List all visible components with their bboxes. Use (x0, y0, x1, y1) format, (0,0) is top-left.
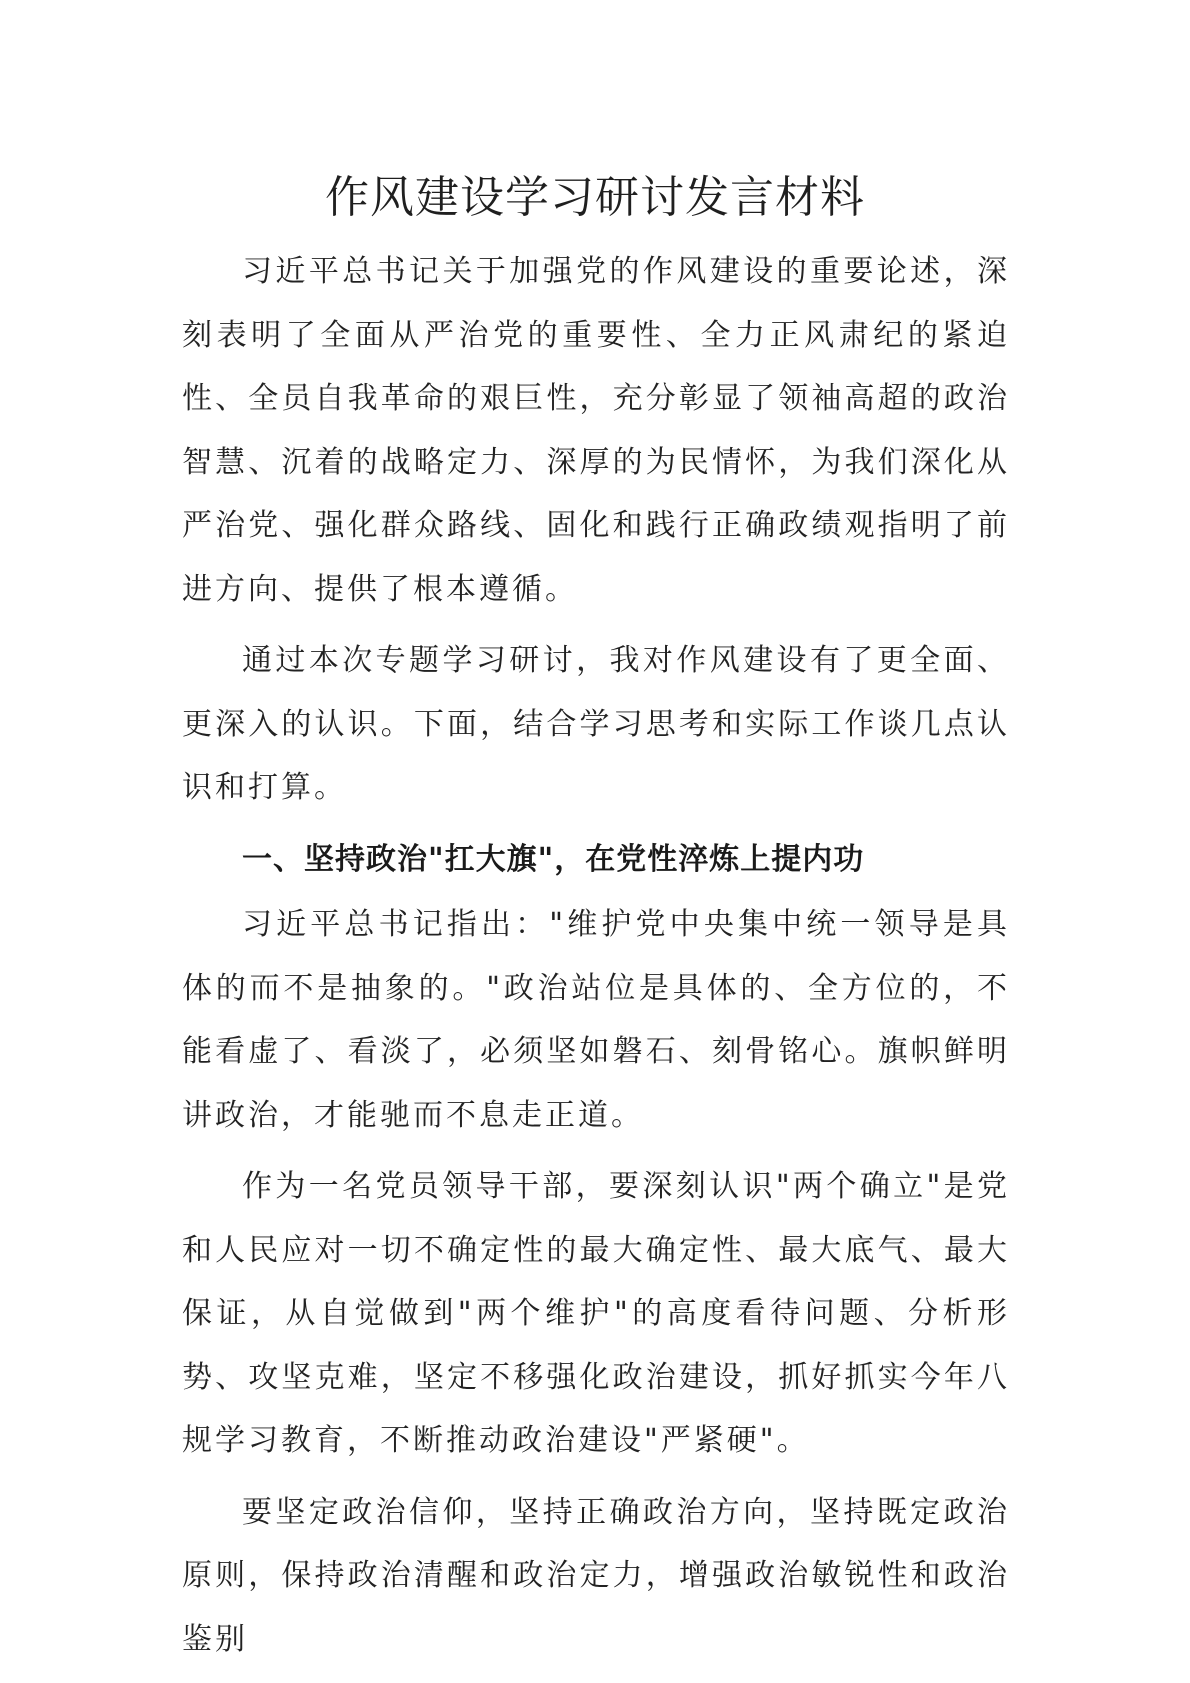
section-1-paragraph: 作为一名党员领导干部，要深刻认识"两个确立"是党和人民应对一切不确定性的最大确定性、最大底气、最大保证，从自觉做到"两个维护"的高度看待问题、分析形势、攻坚克难，坚定不移强化政治建设，抓好抓实今年八规学习教育，不断推动政治建设"严紧硬"。 (182, 1169, 1010, 1458)
paragraph-intro: 习近平总书记关于加强党的作风建设的重要论述，深刻表明了全面从严治党的重要性、全力正风肃纪的紧迫性、全员自我革命的艰巨性，充分彰显了领袖高超的政治智慧、沉着的战略定力、深厚的为民情怀，为我们深化从严治党、强化群众路线、固化和践行正确政绩观指明了前进方向、提供了根本遵循。 (182, 254, 1010, 607)
paragraph-overview: 通过本次专题学习研讨，我对作风建设有了更全面、更深入的认识。下面，结合学习思考和实际工作谈几点认识和打算。 (182, 643, 1010, 805)
document-body (182, 240, 1010, 1671)
document-title: 作风建设学习研讨发言材料 (325, 172, 865, 223)
section-1-paragraph: 要坚定政治信仰，坚持正确政治方向，坚持既定政治原则，保持政治清醒和政治定力，增强政治敏锐性和政治鉴别 (182, 1494, 1010, 1657)
section-1-heading: 一、坚持政治"扛大旗"，在党性淬炼上提内功 (242, 841, 865, 877)
section-1-paragraph: 习近平总书记指出："维护党中央集中统一领导是具体的而不是抽象的。"政治站位是具体的、全方位的，不能看虚了、看淡了，必须坚如磐石、刻骨铭心。旗帜鲜明讲政治，才能驰而不息走正道。 (182, 907, 1010, 1133)
